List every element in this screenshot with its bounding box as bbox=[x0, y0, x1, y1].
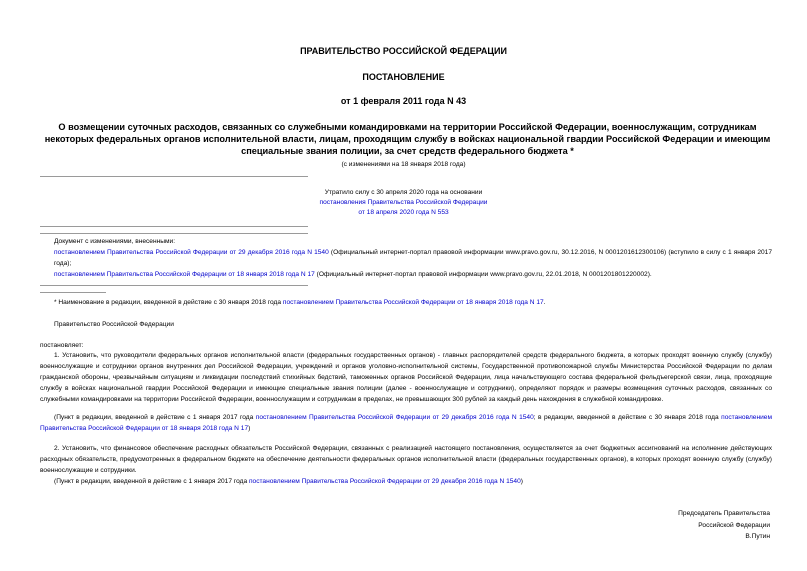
decrees-word: постановляет: bbox=[40, 342, 84, 349]
signature-title: Председатель Правительства bbox=[678, 510, 770, 517]
changes-item-1-text: (Официальный интернет-портал правовой информации www.pravo.gov.ru, 30.12.2016, N 0001201612300106) (вступило в силу с 1 января 2017 года); bbox=[54, 249, 773, 268]
footnote-text: * Наименование в редакции, введенной в действие с 30 января 2018 года bbox=[54, 299, 283, 306]
expired-link-1[interactable]: постановления Правительства Российской Федерации bbox=[319, 199, 488, 206]
divider bbox=[40, 285, 308, 286]
signature-block bbox=[678, 508, 770, 543]
changes-intro: Документ с изменениями, внесенными: bbox=[54, 238, 176, 245]
government-heading: ПРАВИТЕЛЬСТВО РОССИЙСКОЙ ФЕДЕРАЦИИ bbox=[300, 46, 507, 56]
doc-type-heading: ПОСТАНОВЛЕНИЕ bbox=[362, 72, 445, 82]
p2-note-link[interactable]: постановлением Правительства Российской Федерации от 29 декабря 2016 года N 1540 bbox=[248, 478, 521, 485]
paragraph-2-note bbox=[54, 476, 523, 487]
footnote bbox=[54, 297, 772, 308]
p2-note-text-a: (Пункт в редакции, введенной в действие с 1 января 2017 года bbox=[54, 478, 249, 485]
changes-item-2-link[interactable]: постановлением Правительства Российской Федерации от 18 января 2018 года N 17 bbox=[54, 271, 315, 279]
changes-item-1-link[interactable]: постановлением Правительства Российской Федерации от 29 декабря 2016 года N 1540 bbox=[54, 249, 329, 257]
p1-note-link-2[interactable]: постановлением Правительства Российской Федерации от 18 января 2018 года N 17 bbox=[40, 414, 772, 433]
signature-name: В.Путин bbox=[745, 533, 770, 540]
p2-note-text-c: ) bbox=[520, 478, 523, 485]
footnote-end: . bbox=[543, 299, 546, 306]
amendments-note: (с изменениями на 18 января 2018 года) bbox=[341, 161, 466, 168]
expired-line: Утратило силу с 30 апреля 2020 года на основании bbox=[324, 189, 483, 196]
signature-org: Российской Федерации bbox=[698, 521, 770, 529]
paragraph-1-note bbox=[40, 412, 772, 434]
p1-note-link-1[interactable]: постановлением Правительства Российской Федерации от 29 декабря 2016 года N 1540 bbox=[255, 414, 534, 421]
expired-block bbox=[0, 188, 807, 218]
p1-note-text-b: ; в редакции, введенной в действие с 30 января 2018 года bbox=[533, 414, 722, 421]
paragraph-2: 2. Установить, что финансовое обеспечение расходных обязательств Российской Федерации, связанных с реализацией настоящего постановления, осуществляется за счет бюджетных ассигнований на исполнение действующих расходных обязательств, предусмотренных в федеральном бюджете на обеспечение деятельности федеральных органов исполнительной власти (федеральных государственных органов), в которых проходят военную службу (службу) военнослужащие и сотрудники. bbox=[40, 445, 772, 475]
changes-item-1 bbox=[54, 247, 772, 269]
p1-note-text-a: (Пункт в редакции, введенной в действие с 1 января 2017 года bbox=[54, 414, 256, 421]
divider bbox=[40, 226, 308, 227]
date-number-heading: от 1 февраля 2011 года N 43 bbox=[340, 96, 467, 106]
paragraph-1: 1. Установить, что руководители федеральных органов исполнительной власти (федеральных государственных органов) - главных распорядителей средств федерального бюджета, в которых проходят военную службу (службу) военнослужащие и сотрудники органов внутренних дел Российской Федерации, учреждений и органов уголовно-исполнительной системы, Государственной противопожарной службы Министерства Российской Федерации по делам гражданской обороны, чрезвычайным ситуациям и ликвидации последствий стихийных бедствий, таможенных органов Российской Федерации, лица начальствующего состава федеральной фельдъегерской связи, лица, проходящие службу в войсках национальной гвардии Российской Федерации и имеющие специальные звания полиции (далее - военнослужащие и сотрудники), определяют порядок и размеры возмещения суточных расходов, связанных со служебными командировками на территории Российской Федерации, военнослужащим и сотрудникам в пределах, не превышающих 300 рублей за каждый день нахождения в служебной командировке. bbox=[40, 352, 772, 404]
footnote-link[interactable]: постановлением Правительства Российской Федерации от 18 января 2018 года N 17 bbox=[282, 299, 544, 306]
divider bbox=[40, 233, 308, 234]
changes-item-2 bbox=[54, 269, 772, 280]
footnote-divider bbox=[40, 292, 106, 293]
expired-link-2[interactable]: от 18 апреля 2020 года N 553 bbox=[358, 209, 449, 216]
document-title: О возмещении суточных расходов, связанных со служебными командировками на территории Российской Федерации, военнослужащим, сотрудникам некоторых федеральных органов исполнительной власти, лицам, проходящим службу в войсках национальной гвардии Российской Федерации и имеющим специальные звания полиции, за счет средств федерального бюджета * bbox=[44, 122, 771, 156]
p1-note-text-c: ) bbox=[248, 425, 251, 433]
changes-block bbox=[54, 236, 772, 280]
government-subject: Правительство Российской Федерации bbox=[54, 321, 174, 328]
divider bbox=[40, 176, 308, 177]
changes-item-2-text: (Официальный интернет-портал правовой информации www.pravo.gov.ru, 22.01.2018, N 0001201801220002). bbox=[314, 271, 652, 279]
